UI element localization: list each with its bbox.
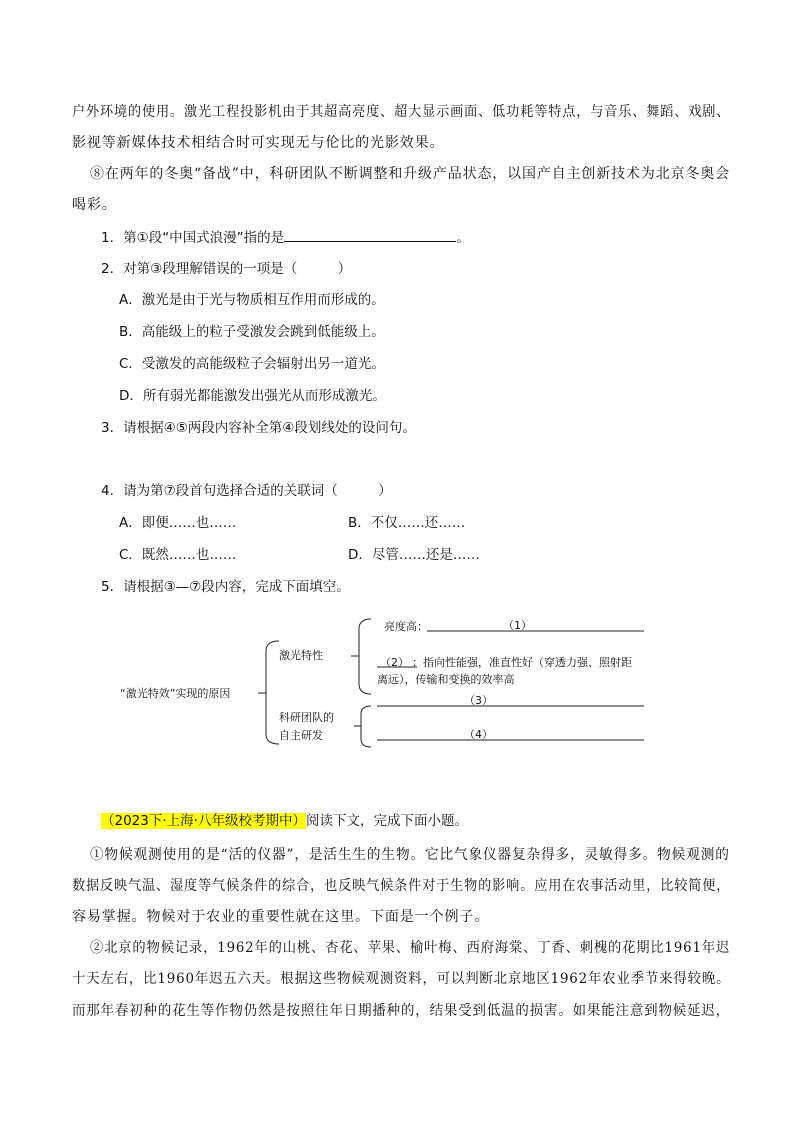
question-5: 5．请根据③—⑦段内容，完成下面填空。 [101,579,350,595]
diagram-root-label: “激光特效”实现的原因 [120,687,231,700]
section-header [101,811,468,831]
diagram-blank-3[interactable]: （3） [464,694,493,707]
bracket-root [266,641,279,744]
paragraph-2-line: ②北京的物候记录，1962年的山桃、杏花、苹果、榆叶梅、西府海棠、丁香、刺槐的花期比1961年迟 [90,940,731,956]
diagram-branch-2-label: 自主研发 [279,729,323,742]
bracket-branch-2 [361,706,371,747]
diagram-blank-1[interactable]: （1） [503,619,532,632]
diagram-leaf-1-label: 亮度高： [384,620,428,633]
passage-line: 户外环境的使用。激光工程投影机由于其超高亮度、超大显示画面、低功耗等特点，与音乐、舞蹈、戏剧、 [72,104,731,120]
answer-blank[interactable] [284,227,456,242]
diagram-blank-2[interactable]: （2） [380,656,409,669]
diagram-leaf-2-text: 离远），传输和变换的效率高 [377,673,515,686]
question-4: 4．请为第⑦段首句选择合适的关联词（ ） [101,483,392,499]
paragraph-8-line: 喝彩。 [72,197,117,213]
question-3: 3．请根据④⑤两段内容补全第④段划线处的设问句。 [101,420,416,436]
question-4-option-c: C．既然……也…… [119,547,237,563]
diagram-leaf-2-text: ：指向性能强，准直性好（穿透力强、照射距 [412,656,632,669]
paragraph-1-line: 容易掌握。物候对于农业的重要性就在这里。下面是一个例子。 [72,909,490,925]
diagram-blank-4[interactable]: （4） [464,728,493,741]
paragraph-8-line: ⑧在两年的冬奥“备战”中，科研团队不断调整和升级产品状态，以国产自主创新技术为北京冬奥会 [90,166,730,182]
question-4-option-d: D．尽管……还是…… [348,547,480,563]
section-instruction: 阅读下文，完成下面小题。 [305,813,468,829]
paragraph-2-line: 十天左右，比1960年迟五六天。根据这些物候观测资料，可以判断北京地区1962年农业季节来得较晚。 [72,971,731,987]
paragraph-1-line: 数据反映气温、湿度等气候条件的综合，也反映气候条件对于生物的影响。应用在农事活动里，比较简便， [72,878,731,894]
question-1-suffix: 。 [456,230,470,246]
paragraph-2-line: 而那年春初种的花生等作物仍然是按照往年日期播种的，结果受到低温的损害。如果能注意到物候延迟， [72,1003,730,1019]
question-2-option-b: B．高能级上的粒子受激发会跳到低能级上。 [119,324,385,340]
question-2: 2．对第③段理解错误的一项是（ ） [101,261,352,277]
question-2-option-a: A．激光是由于光与物质相互作用而形成的。 [119,292,385,308]
question-2-option-c: C．受激发的高能级粒子会辐射出另一道光。 [119,356,385,372]
source-tag: （2023下·上海·八年级校考期中） [101,813,306,829]
question-4-option-b: B．不仅……还…… [348,515,466,531]
bracket-branch-1 [359,619,371,694]
question-4-option-a: A．即便……也…… [119,515,237,531]
question-1-text: 1．第①段“中国式浪漫”指的是 [101,230,285,246]
question-2-option-d: D．所有弱光都能激发出强光从而形成激光。 [119,388,386,404]
question-1 [101,227,470,248]
diagram-branch-1-label: 激光特性 [279,649,323,662]
passage-line: 影视等新媒体技术相结合时可实现无与伦比的光影效果。 [72,135,445,151]
diagram-branch-2-label: 科研团队的 [279,711,334,724]
paragraph-1-line: ①物候观测使用的是“活的仪器”，是活生生的生物。它比气象仪器复杂得多，灵敏得多。物候观测的 [90,847,730,863]
